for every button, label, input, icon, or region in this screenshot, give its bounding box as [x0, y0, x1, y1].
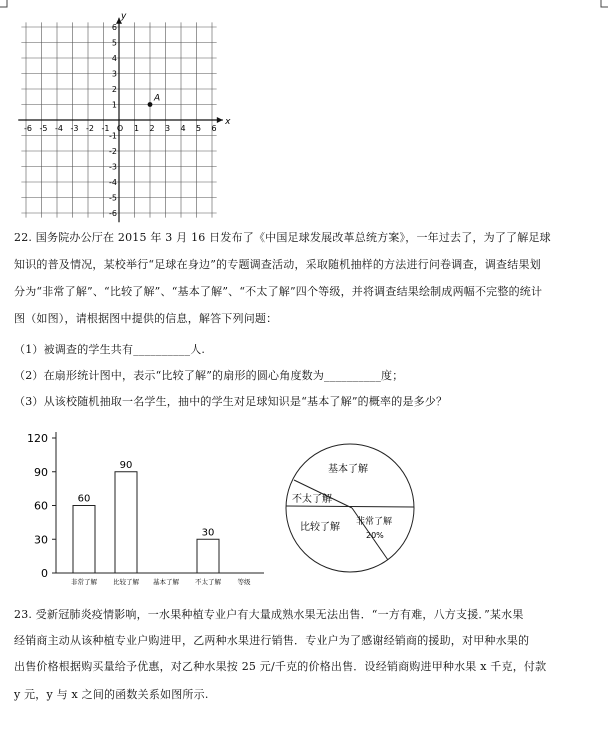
x-axis-label: x	[225, 117, 231, 127]
y-tick-label: -4	[109, 178, 117, 187]
x-tick-label: 1	[133, 124, 140, 133]
x-tick-label: -4	[55, 124, 63, 133]
x-tick-label: 6	[211, 124, 217, 133]
bar-category-label: 不太了解	[195, 578, 221, 586]
bar-y-tick-label: 30	[34, 533, 48, 547]
bar-category-label: 比较了解	[113, 578, 139, 586]
q22-line-2: 知识的普及情况，某校举行“足球在身边”的专题调查活动，采取随机抽样的方法进行问卷调查，调查结果划	[14, 258, 541, 271]
pie-label: 比较了解	[300, 522, 340, 533]
x-tick-label: O	[116, 124, 124, 133]
crop-mark-top-right	[600, 0, 608, 8]
q23-line-4: y 元，y 与 x 之间的函数关系如图所示.	[14, 688, 209, 701]
bar-category-label: 非常了解	[71, 578, 97, 586]
bar	[73, 506, 95, 574]
y-tick-label: -5	[109, 193, 117, 203]
y-tick-label: 2	[111, 85, 117, 94]
q22-sub-question-1: （1）被调查的学生共有__________人.	[14, 343, 206, 356]
y-axis-label: y	[121, 11, 127, 22]
q22-line-4: 图（如图），请根据图中提供的信息，解答下列问题：	[14, 312, 278, 325]
bar-y-tick-label: 120	[27, 432, 48, 445]
bar-data-label: 30	[201, 527, 215, 539]
q23-line-1: 23. 受新冠肺炎疫情影响，一水果种植专业户有大量成熟水果无法出售．“一方有难，八方支援．”某水果	[14, 608, 524, 621]
x-tick-label: 2	[149, 124, 155, 133]
q22-sub-question-2: （2）在扇形统计图中，表示“比较了解”的扇形的圆心角度数为__________度；	[14, 369, 404, 382]
y-tick-label: 5	[111, 38, 117, 48]
x-tick-label: 4	[180, 124, 186, 133]
x-tick-label: 3	[164, 124, 171, 133]
q23-line-3: 出售价格根据购买量给予优惠，对乙种水果按 25 元/千克的价格出售．设经销商购进甲种水果 x 千克，付款	[14, 660, 547, 673]
y-tick-label: 3	[111, 69, 117, 79]
bar-y-tick-label: 90	[34, 465, 48, 479]
pie-chart	[280, 438, 420, 578]
crop-mark-top-left	[0, 0, 8, 8]
x-tick-label: -1	[101, 124, 110, 133]
y-tick-label: 6	[111, 23, 117, 32]
q22-sub-question-3: （3）从该校随机抽取一名学生，抽中的学生对足球知识是“基本了解”的概率的是多少？	[14, 395, 448, 408]
bar	[115, 472, 137, 573]
x-tick-label: -6	[24, 124, 32, 133]
bar-data-label: 90	[119, 459, 133, 471]
x-axis-arrow	[217, 117, 223, 123]
y-tick-label: -3	[109, 162, 117, 172]
bar-data-label: 60	[77, 493, 91, 505]
bar-y-tick-label: 60	[34, 499, 48, 513]
pie-label: 不太了解	[292, 494, 332, 505]
x-tick-label: -5	[39, 124, 48, 133]
point-a-marker	[148, 102, 153, 107]
bar-y-tick-label: 0	[41, 567, 48, 580]
pie-label: 非常了解	[356, 517, 393, 527]
bar-category-label: 基本了解	[153, 578, 179, 586]
y-tick-label: -1	[109, 131, 117, 141]
coordinate-grid-figure	[14, 8, 234, 223]
y-tick-label: 1	[111, 100, 117, 110]
y-tick-label: -6	[109, 209, 117, 218]
q23-line-2: 经销商主动从该种植专业户购进甲，乙两种水果进行销售．专业户为了感谢经销商的援助，对甲种水果的	[14, 634, 530, 647]
bar	[197, 539, 219, 573]
x-tick-label: 5	[195, 124, 202, 133]
pie-label: 基本了解	[328, 464, 368, 475]
bar-x-axis-end-label: 等级	[237, 578, 251, 586]
bar-chart	[14, 425, 274, 595]
y-tick-label: 4	[111, 54, 117, 63]
q22-line-1: 22. 国务院办公厅在 2015 年 3 月 16 日发布了《中国足球发展改革总统方案》，一年过去了，为了了解足球	[14, 231, 551, 244]
x-tick-label: -3	[70, 124, 79, 133]
pie-percent-annotation: 20%	[366, 531, 384, 540]
point-a-label: A	[154, 93, 161, 104]
x-tick-label: -2	[86, 124, 94, 133]
y-tick-label: -2	[109, 147, 117, 156]
q22-line-3: 分为“非常了解”、“比较了解”、“基本了解”、“不太了解”四个等级，并将调查结果绘制成两幅不完整的统计	[14, 285, 543, 298]
